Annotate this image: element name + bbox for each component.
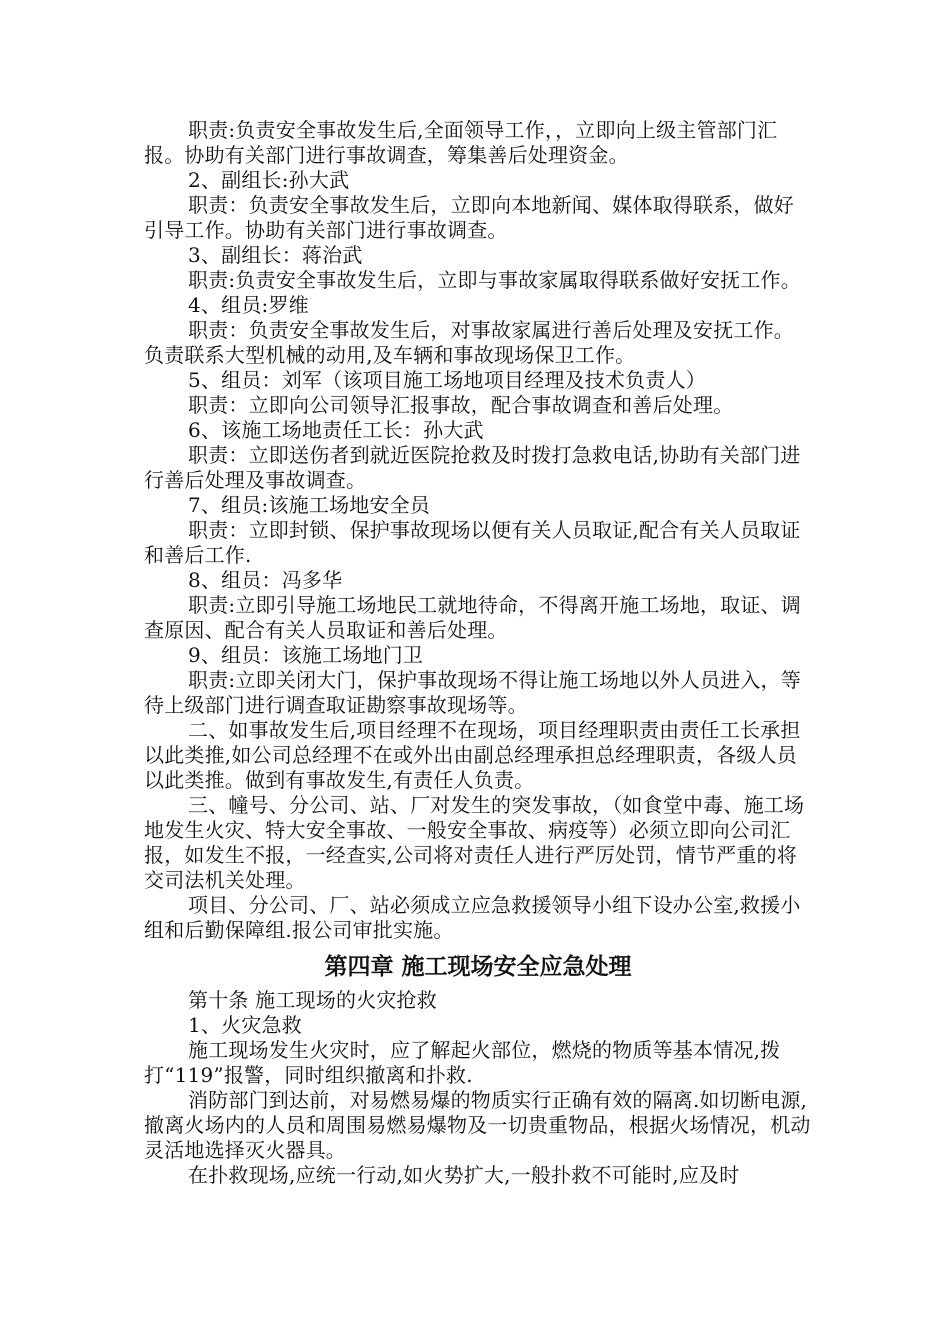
chapter-heading: 第四章 施工现场安全应急处理 [324, 954, 632, 980]
paragraph: 7、组员:该施工场地安全员 [188, 493, 431, 517]
paragraph: 三、幢号、分公司、站、厂对发生的突发事故，（如食堂中毒、施工场地发生火灾、特大安全事故、一般安全事故、病疫等）必须立即向公司汇报，如发生不报，一经查实,公司将对责任人进行严厉处罚，情节严重的将交司法机关处理。 [144, 793, 805, 892]
paragraph: 二、如事故发生后,项目经理不在现场，项目经理职责由责任工长承担以此类推,如公司总经理不在或外出由副总经理承担总经理职责，各级人员以此类推。做到有事故发生,有责任人负责。 [144, 718, 801, 792]
paragraph: 职责:立即引导施工场地民工就地待命，不得离开施工场地，取证、调查原因、配合有关人员取证和善后处理。 [144, 593, 801, 642]
paragraph: 职责：负责安全事故发生后，立即向本地新闻、媒体取得联系，做好引导工作。协助有关部门进行事故调查。 [144, 193, 794, 242]
paragraph: 施工现场发生火灾时，应了解起火部位，燃烧的物质等基本情况,拨打“119”报警，同时组织撤离和扑救. [144, 1038, 781, 1087]
paragraph: 8、组员：冯多华 [188, 568, 343, 592]
section-title: 1、火灾急救 [188, 1013, 302, 1037]
paragraph: 职责：立即向公司领导汇报事故，配合事故调查和善后处理。 [188, 393, 734, 417]
paragraph: 职责：立即送伤者到就近医院抢救及时拨打急救电话,协助有关部门进行善后处理及事故调查。 [144, 443, 801, 492]
article-title: 第十条 施工现场的火灾抢救 [188, 988, 437, 1012]
paragraph: 职责:负责安全事故发生后，立即与事故家属取得联系做好安抚工作。 [188, 268, 801, 292]
paragraph: 职责:立即关闭大门，保护事故现场不得让施工场地以外人员进入，等待上级部门进行调查取证勘察事故现场等。 [144, 668, 801, 717]
document-page [144, 118, 812, 1188]
paragraph: 消防部门到达前，对易燃易爆的物质实行正确有效的隔离.如切断电源,撤离火场内的人员和周围易燃易爆物及一切贵重物品，根据火场情况，机动灵活地选择灭火器具。 [144, 1088, 811, 1162]
paragraph: 2、副组长:孙大武 [188, 168, 350, 192]
paragraph: 4、组员:罗维 [188, 293, 309, 317]
paragraph: 职责:负责安全事故发生后,全面领导工作，，立即向上级主管部门汇报。协助有关部门进行事故调查，筹集善后处理资金。 [144, 118, 778, 167]
paragraph: 职责：立即封锁、保护事故现场以便有关人员取证,配合有关人员取证和善后工作. [144, 518, 801, 567]
paragraph: 在扑救现场,应统一行动,如火势扩大,一般扑救不可能时,应及时 [188, 1163, 740, 1187]
paragraph: 3、副组长：蒋治武 [188, 243, 363, 267]
paragraph: 职责：负责安全事故发生后，对事故家属进行善后处理及安抚工作。负责联系大型机械的动用,及车辆和事故现场保卫工作。 [144, 318, 794, 367]
paragraph: 5、组员：刘军（该项目施工场地项目经理及技术负责人） [188, 368, 706, 392]
paragraph: 9、组员：该施工场地门卫 [188, 643, 424, 667]
paragraph: 6、该施工场地责任工长：孙大武 [188, 418, 484, 442]
paragraph: 项目、分公司、厂、站必须成立应急救援领导小组下设办公室,救援小组和后勤保障组.报公司审批实施。 [144, 893, 801, 942]
